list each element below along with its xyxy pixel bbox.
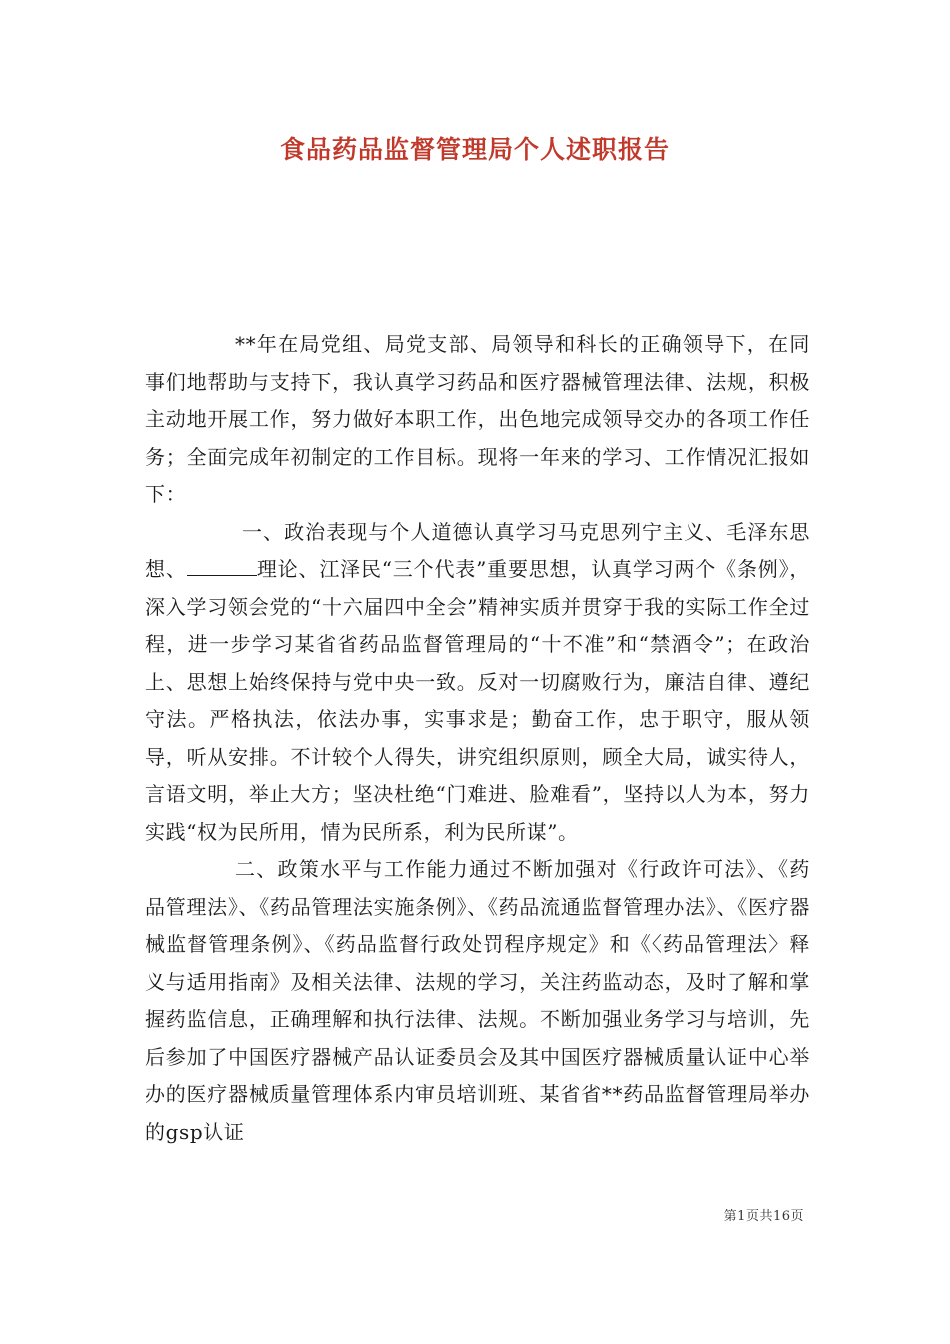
section-1-text-end: 理论、江泽民“三个代表”重要思想，认真学习两个《条例》，深入学习领会党的“十六届四中全会”精神实质并贯穿于我的实际工作全过程，进一步学习某省省药品监督管理局的“十不准”和“禁酒令”；在政治上、思想上始终保持与党中央一致。反对一切腐败行为，廉洁自律、遵纪守法。严格执法，依法办事，实事求是；勤奋工作，忠于职守，服从领导，听从安排。不计较个人得失，讲究组织原则，顾全大局，诚实待人，言语文明，举止大方；坚决杜绝“门难进、脸难看”，坚持以人为本，努力实践“权为民所用，情为民所系，利为民所谋”。: [145, 557, 810, 844]
document-title: 食品药品监督管理局个人述职报告: [279, 135, 670, 164]
section-1-text-start: 一、政治表现与个人道德认真学习马克思列宁主义、毛泽东思想、: [145, 519, 810, 581]
paragraph-section-2: 二、政策水平与工作能力通过不断加强对《行政许可法》、《药品管理法》、《药品管理法实施条例》、《药品流通监督管理办法》、《医疗器械监督管理条例》、《药品监督行政处罚程序规定》和《〈药品管理法〉释义与适用指南》及相关法律、法规的学习，关注药监动态，及时了解和掌握药监信息，正确理解和执行法律、法规。不断加强业务学习与培训，先后参加了中国医疗器械产品认证委员会及其中国医疗器械质量认证中心举办的医疗器械质量管理体系内审员培训班、某省省**药品监督管理局举办的gsp认证: [145, 857, 810, 1144]
paragraph-section-1: [145, 514, 810, 852]
blank-line: [187, 557, 257, 576]
paragraph-intro: **年在局党组、局党支部、局领导和科长的正确领导下，在同事们地帮助与支持下，我认真学习药品和医疗器械管理法律、法规，积极主动地开展工作，努力做好本职工作，出色地完成领导交办的各项工作任务；全面完成年初制定的工作目标。现将一年来的学习、工作情况汇报如下：: [145, 332, 810, 506]
document-body: [145, 326, 810, 1151]
page-number-footer: 第1页共16页: [723, 1209, 804, 1224]
